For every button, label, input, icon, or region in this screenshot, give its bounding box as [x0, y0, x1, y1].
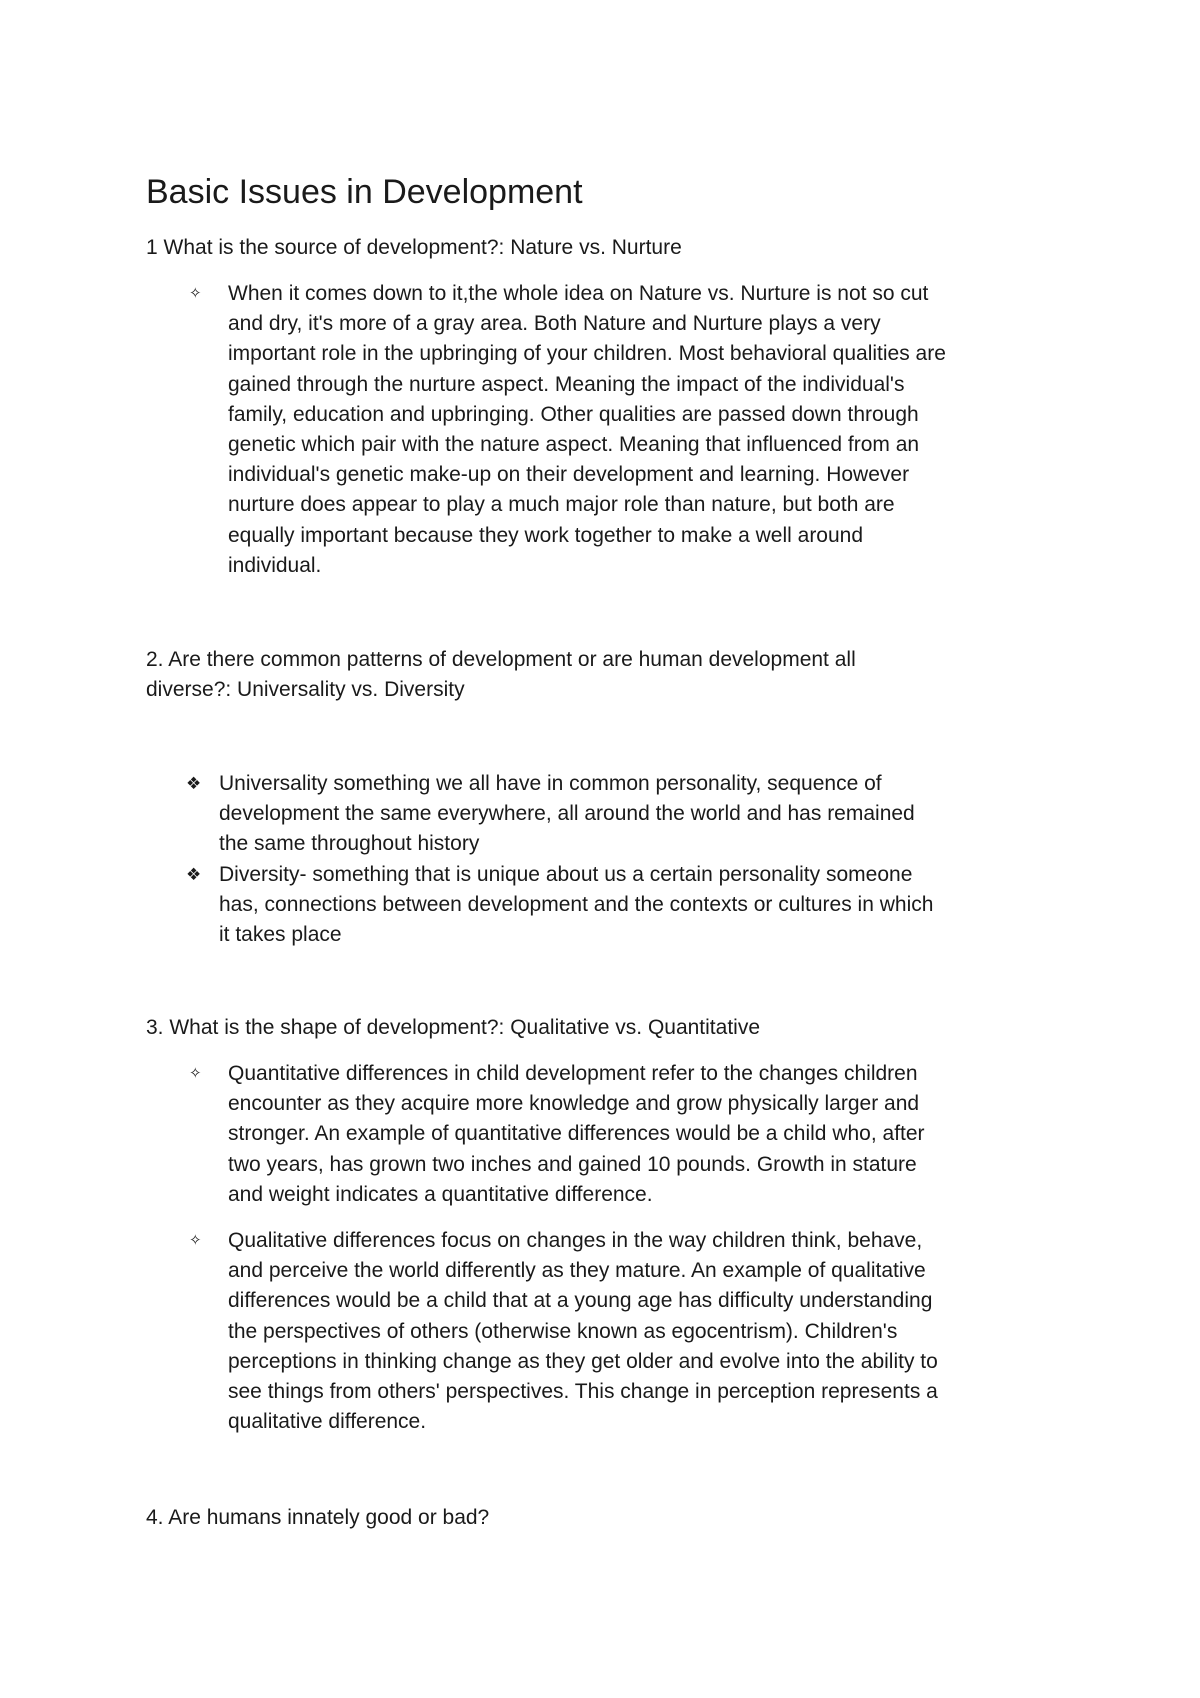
hollow-star-bullet-icon: ✧ [189, 1232, 202, 1249]
bullet-line: differences would be a child that at a young age has difficulty understanding [228, 1289, 933, 1313]
bullet-universality [186, 769, 915, 860]
bullet-line: Quantitative differences in child development refer to the changes children [228, 1062, 918, 1085]
question-line: diverse?: Universality vs. Diversity [146, 678, 465, 701]
question-3: 3. What is the shape of development?: Qualitative vs. Quantitative [146, 1016, 761, 1039]
bullet-line: When it comes down to it,the whole idea on Nature vs. Nurture is not so cut [228, 282, 929, 305]
bullet-line: the same throughout history [219, 832, 480, 856]
bullet-line: the perspectives of others (otherwise known as egocentrism). Children's [228, 1319, 898, 1343]
bullet-line: genetic which pair with the nature aspect. Meaning that influenced from an [228, 433, 920, 457]
bullet-line: Diversity- something that is unique about us a certain personality someone [219, 863, 913, 886]
diamond-bullet-icon: ❖ [186, 774, 202, 793]
bullet-line: gained through the nurture aspect. Meaning the impact of the individual's [228, 372, 905, 396]
bullet-line: important role in the upbringing of your children. Most behavioral qualities are [228, 342, 946, 366]
page-title: Basic Issues in Development [146, 173, 583, 211]
bullet-line: and perceive the world differently as they mature. An example of qualitative [228, 1259, 926, 1283]
bullet-line: stronger. An example of quantitative differences would be a child who, after [228, 1122, 925, 1146]
bullet-line: Qualitative differences focus on changes in the way children think, behave, [228, 1229, 923, 1252]
question-line: 2. Are there common patterns of development or are human development all [146, 648, 856, 671]
question-4: 4. Are humans innately good or bad? [146, 1506, 490, 1529]
diamond-bullet-icon: ❖ [186, 865, 202, 884]
bullet-line: and dry, it's more of a gray area. Both Nature and Nurture plays a very [228, 312, 881, 336]
bullet-line: perceptions in thinking change as they get older and evolve into the ability to [228, 1349, 938, 1373]
bullet-nature-nurture [189, 279, 946, 581]
bullet-line: individual. [228, 553, 322, 577]
bullet-line: it takes place [219, 923, 342, 947]
bullet-line: two years, has grown two inches and gained 10 pounds. Growth in stature [228, 1152, 917, 1176]
bullet-line: family, education and upbringing. Other qualities are passed down through [228, 402, 919, 426]
bullet-line: see things from others' perspectives. This change in perception represents a [228, 1380, 938, 1404]
bullet-line: qualitative difference. [228, 1410, 427, 1434]
bullet-qualitative [189, 1226, 938, 1437]
bullet-line: individual's genetic make-up on their development and learning. However [228, 463, 910, 487]
bullet-quantitative [189, 1059, 925, 1210]
bullet-line: equally important because they work together to make a well around [228, 523, 864, 547]
hollow-star-bullet-icon: ✧ [189, 285, 202, 302]
hollow-star-bullet-icon: ✧ [189, 1065, 202, 1082]
question-1: 1 What is the source of development?: Nature vs. Nurture [146, 236, 682, 259]
bullet-line: development the same everywhere, all around the world and has remained [219, 802, 915, 826]
bullet-diversity [186, 860, 934, 951]
bullet-line: Universality something we all have in common personality, sequence of [219, 772, 882, 795]
bullet-line: and weight indicates a quantitative difference. [228, 1182, 653, 1206]
bullet-line: has, connections between development and the contexts or cultures in which [219, 893, 934, 917]
bullet-line: nurture does appear to play a much major role than nature, but both are [228, 493, 895, 517]
bullet-line: encounter as they acquire more knowledge and grow physically larger and [228, 1092, 920, 1116]
question-2 [146, 645, 1066, 705]
